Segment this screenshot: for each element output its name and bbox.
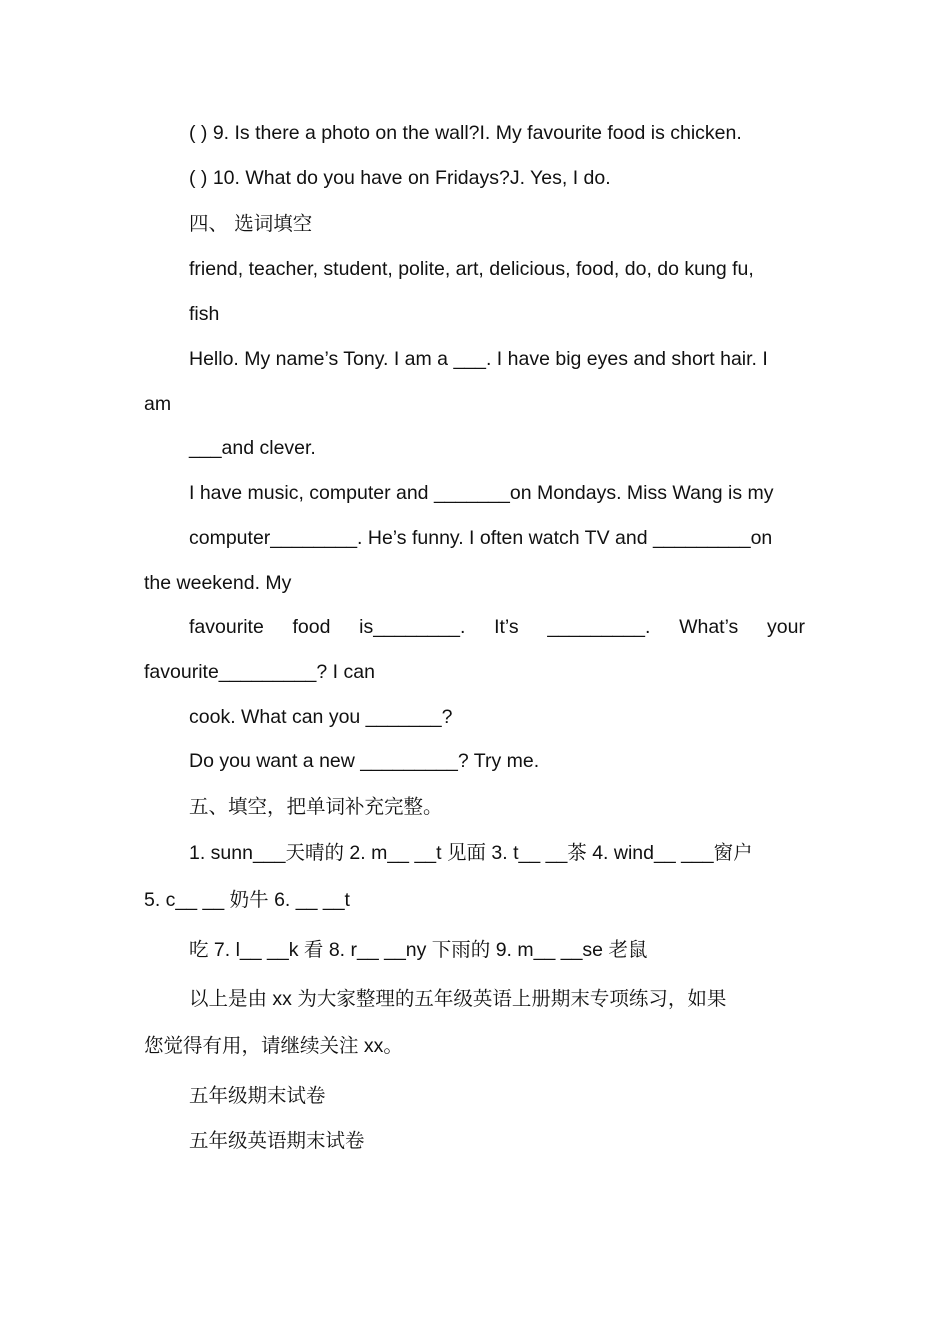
section-4-title: 四、 选词填空 — [189, 212, 313, 235]
passage-word: What’s — [679, 616, 739, 638]
passage-word: It’s — [494, 616, 519, 638]
closing-line: 以上是由 xx 为大家整理的五年级英语上册期末专项练习，如果 — [189, 988, 727, 1010]
passage-line: Hello. My name’s Tony. I am a ___. I have big eyes and short hair. I — [189, 348, 768, 370]
closing-line: 您觉得有用，请继续关注 xx。 — [144, 1035, 403, 1057]
passage-line: Do you want a new _________? Try me. — [189, 750, 540, 772]
passage-line: am — [144, 393, 172, 415]
fill-in-line: 1. sunn___天晴的 2. m__ __t 见面 3. t__ __茶 4. wind__ ___窗户 — [189, 842, 753, 864]
passage-line: ___and clever. — [189, 437, 316, 459]
passage-word: food — [292, 616, 331, 638]
passage-word: favourite — [189, 616, 264, 638]
question-10: ( ) 10. What do you have on Fridays?J. Yes, I do. — [189, 167, 611, 189]
word-bank-line-1: friend, teacher, student, polite, art, delicious, food, do, do kung fu, — [189, 258, 754, 280]
related-link[interactable]: 五年级英语期末试卷 — [189, 1129, 365, 1152]
passage-line: computer________. He’s funny. I often watch TV and _________on — [189, 527, 773, 549]
question-9: ( ) 9. Is there a photo on the wall?I. My favourite food is chicken. — [189, 122, 742, 144]
word-bank-line-2: fish — [189, 303, 220, 325]
passage-line-justified — [189, 613, 805, 641]
fill-in-line: 吃 7. l__ __k 看 8. r__ __ny 下雨的 9. m__ __se 老鼠 — [189, 939, 648, 961]
passage-line: the weekend. My — [144, 572, 292, 594]
passage-line: I have music, computer and _______on Mondays. Miss Wang is my — [189, 482, 774, 504]
related-link[interactable]: 五年级期末试卷 — [189, 1084, 326, 1107]
passage-line: cook. What can you _______? — [189, 706, 453, 728]
passage-word: _________. — [547, 616, 651, 638]
passage-word: your — [767, 616, 805, 638]
passage-word: is________. — [359, 616, 466, 638]
section-5-title: 五、填空，把单词补充完整。 — [189, 795, 443, 818]
passage-line: favourite_________? I can — [144, 661, 375, 683]
fill-in-line: 5. c__ __ 奶牛 6. __ __t — [144, 889, 350, 911]
